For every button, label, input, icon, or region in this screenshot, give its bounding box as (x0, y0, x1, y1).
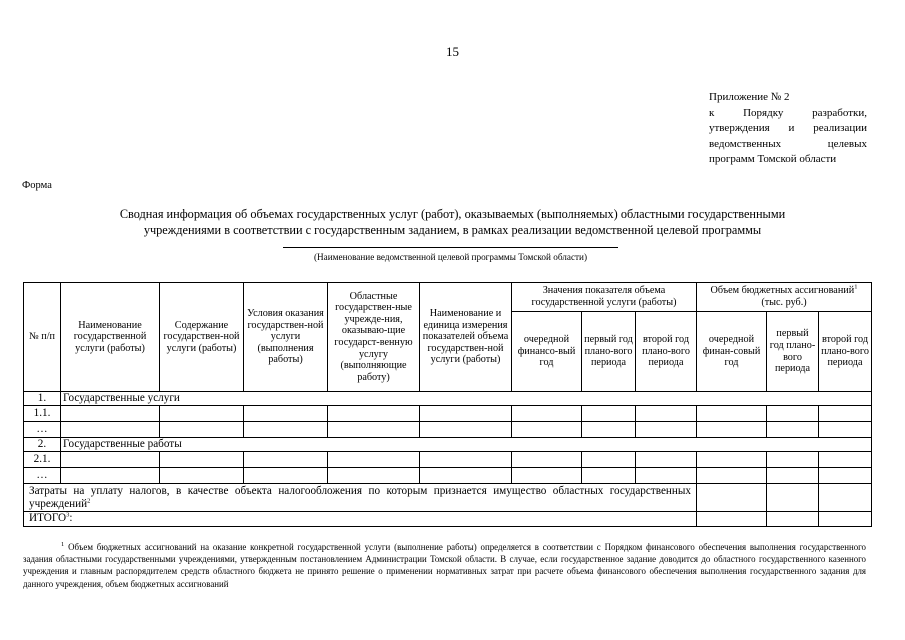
header-content: Содержание государствен-ной услуги (работы) (160, 283, 244, 392)
budget-group-text: Объем бюджетных ассигнований (710, 285, 855, 297)
table-row (24, 452, 872, 468)
program-name-underline (283, 246, 618, 248)
appendix-line-2: к Порядку разработки, (709, 106, 867, 119)
program-name-caption: (Наименование ведомственной целевой программы Томской области) (313, 252, 588, 262)
table-row (24, 406, 872, 422)
page-number: 15 (446, 44, 459, 59)
total-colon: : (69, 512, 73, 525)
appendix-line-3: утверждения и реализации (709, 122, 867, 134)
row-ellipsis: … (24, 468, 61, 484)
header-conditions: Условия оказания государствен-ной услуги (выполнения работы) (244, 283, 328, 392)
taxes-sup: 2 (87, 496, 91, 504)
header-institutions: Областные государствен-ные учрежде-ния, оказываю-щие государст-венную услугу (выполняющие работу) (328, 283, 420, 392)
taxes-label (24, 484, 697, 512)
row-num: 2.1. (24, 452, 61, 468)
header-next-year: очередной финансо-вый год (512, 312, 582, 392)
header-volume-group: Значения показателя объема государственной услуги (работы) (512, 283, 697, 312)
table-row (24, 468, 872, 484)
row-num: 1.1. (24, 406, 61, 422)
header-plan2: второй год плано-вого периода (636, 312, 697, 392)
header-budget-group (697, 283, 872, 312)
table-row (24, 438, 872, 452)
title-line-1: Сводная информация об объемах государственных услуг (работ), оказываемых (выполняемых) областными государственными (119, 207, 786, 221)
header-plan1-budget: первый год плано-вого периода (767, 312, 819, 392)
taxes-text: Затраты на уплату налогов, в качестве объекта налогообложения по которым признается имущество областных государственных учреждений (29, 485, 691, 510)
table-row (24, 392, 872, 406)
total-label (24, 512, 697, 527)
footnote (23, 541, 866, 590)
footnote-sup: 1 (61, 541, 65, 549)
table-row (24, 422, 872, 438)
appendix-line-4: ведомственных целевых (709, 137, 867, 150)
total-row (24, 512, 872, 527)
total-text: ИТОГО (29, 512, 67, 525)
header-unit: Наименование и единица измерения показателей объема государствен-ной услуги (работы) (420, 283, 512, 392)
form-label: Форма (22, 180, 52, 191)
row-ellipsis: … (24, 422, 61, 438)
header-plan2-budget: второй год плано-вого периода (819, 312, 872, 392)
header-next-year-budget: очередной финан-совый год (697, 312, 767, 392)
budget-group-sup: 1 (854, 284, 858, 292)
row-num: 1. (24, 392, 61, 406)
appendix-block (709, 90, 867, 168)
section-label: Государственные услуги (61, 392, 872, 406)
footnote-text: Объем бюджетных ассигнований на оказание конкретной государственной услуги (выполнение работы) определяется в соответствии с Порядком финансового обеспечения выполнения государственного задания областными государственными учреждениями, утвержденным постановлением Администрации Томской области. В случае, если государственное задание доводится до областного государственного казенного учреждения и главным распорядителем средств областного бюджета не принято решение о применении нормативных затрат при расчете объема финансового обеспечения выполнения государственного задания для данного учреждения, объем бюджетных ассигнований (23, 542, 866, 589)
budget-group-unit: (тыс. руб.) (761, 297, 807, 308)
header-plan1: первый год плано-вого периода (582, 312, 636, 392)
summary-table (23, 282, 872, 527)
appendix-line-5: программ Томской области (709, 153, 837, 165)
row-num: 2. (24, 438, 61, 452)
document-title (60, 207, 845, 238)
appendix-line-1: Приложение № 2 (709, 91, 790, 103)
header-service-name: Наименование государственной услуги (работы) (61, 283, 160, 392)
header-num: № п/п (24, 283, 61, 392)
title-line-2: учреждениями в соответствии с государственным заданием, в рамках реализации ведомственной целевой программы (143, 222, 762, 237)
section-label: Государственные работы (61, 438, 872, 452)
taxes-row (24, 484, 872, 512)
total-sup: 3 (66, 511, 70, 519)
